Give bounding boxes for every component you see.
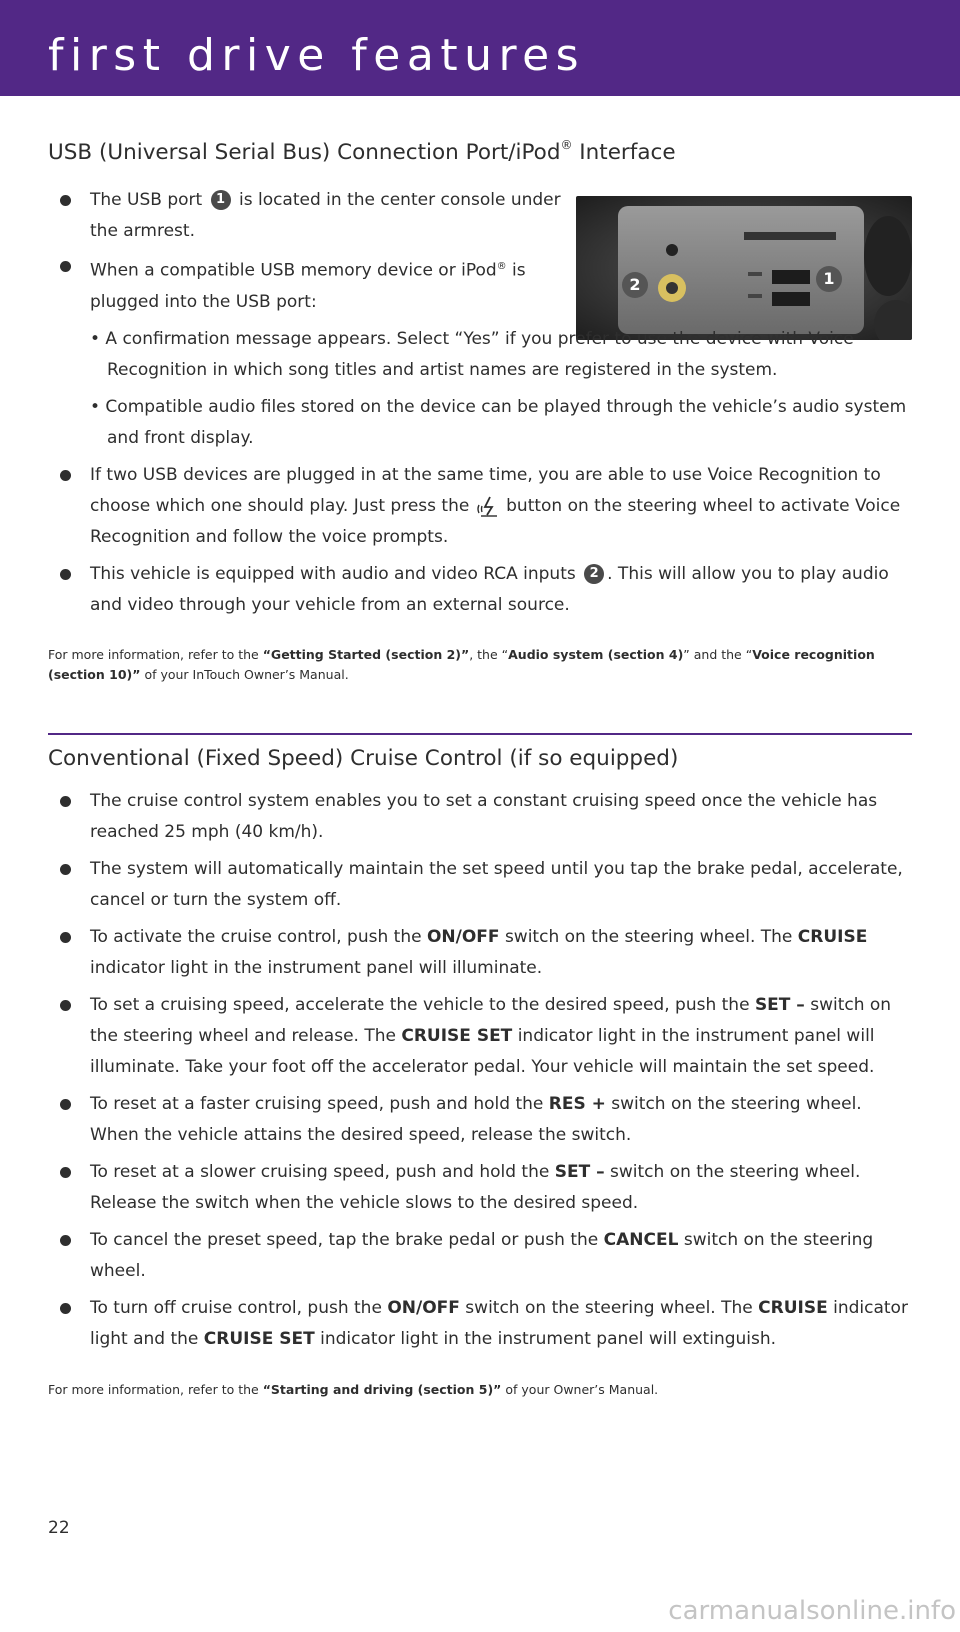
bullet-icon (60, 470, 71, 481)
voice-recognition-icon (475, 495, 501, 517)
bullet-icon (60, 261, 71, 272)
bullet-icon (60, 1167, 71, 1178)
usb-section-title: USB (Universal Serial Bus) Connection Port/iPod® Interface (48, 138, 676, 166)
callout-badge-1: 1 (211, 190, 231, 210)
bullet-icon (60, 1235, 71, 1246)
bullet-icon (60, 1303, 71, 1314)
bullet-icon (60, 569, 71, 580)
list-item: If two USB devices are plugged in at the same time, you are able to use Voice Recognition to choose which one should play. Just press the button on the steering wheel to activate Voice Recognition and follow the voice prompts. (48, 460, 912, 553)
callout-badge-2: 2 (584, 564, 604, 584)
bullet-icon (60, 1099, 71, 1110)
cruise-footnote: For more information, refer to the “Starting and driving (section 5)” of your Owner’s Manual. (48, 1382, 659, 1397)
list-item: This vehicle is equipped with audio and video RCA inputs 2 . This will allow you to play audio and video through your vehicle from an external source. (48, 559, 912, 621)
header-title: first drive features (48, 30, 586, 81)
list-item: The USB port 1 is located in the center console under the armrest. (48, 185, 590, 247)
callout-badge-2: 2 (622, 272, 648, 298)
list-item: To activate the cruise control, push the ON/OFF switch on the steering wheel. The CRUISE indicator light in the instrument panel will illuminate. (48, 922, 912, 984)
list-item: To cancel the preset speed, tap the brake pedal or push the CANCEL switch on the steering wheel. (48, 1225, 912, 1287)
list-item: To reset at a slower cruising speed, push and hold the SET – switch on the steering wheel. Release the switch when the vehicle slows to the desired speed. (48, 1157, 912, 1219)
list-item: When a compatible USB memory device or iPod® is plugged into the USB port: • A confirmation message appears. Select “Yes” if you prefer to use the device with Voice Recognition in which song titles and artist names are registered in the system. • Compatible audio files stored on the device can be played through the vehicle’s audio system and front display. (48, 251, 912, 454)
bullet-icon (60, 796, 71, 807)
bullet-icon (60, 864, 71, 875)
cruise-bullet-list (48, 786, 912, 1355)
list-item: To turn off cruise control, push the ON/OFF switch on the steering wheel. The CRUISE indicator light and the CRUISE SET indicator light in the instrument panel will extinguish. (48, 1293, 912, 1355)
list-item: To set a cruising speed, accelerate the vehicle to the desired speed, push the SET – switch on the steering wheel and release. The CRUISE SET indicator light in the instrument panel will illuminate. Take your foot off the accelerator pedal. Your vehicle will maintain the set speed. (48, 990, 912, 1083)
watermark: carmanualsonline.info (668, 1596, 956, 1626)
usb-footnote: For more information, refer to the “Getting Started (section 2)”, the “Audio system (section 4)” and the “Voice recognition (section 10)” of your InTouch Owner’s Manual. (48, 647, 875, 682)
cruise-section-title: Conventional (Fixed Speed) Cruise Control (if so equipped) (48, 746, 679, 771)
list-item: To reset at a faster cruising speed, push and hold the RES + switch on the steering wheel. When the vehicle attains the desired speed, release the switch. (48, 1089, 912, 1151)
bullet-icon (60, 195, 71, 206)
page-number: 22 (48, 1518, 70, 1538)
section-divider (48, 733, 912, 735)
bullet-icon (60, 932, 71, 943)
callout-badge-1: 1 (816, 266, 842, 292)
bullet-icon (60, 1000, 71, 1011)
usb-bullet-list (48, 185, 912, 621)
list-item: The cruise control system enables you to set a constant cruising speed once the vehicle has reached 25 mph (40 km/h). (48, 786, 912, 848)
list-item: The system will automatically maintain the set speed until you tap the brake pedal, accelerate, cancel or turn the system off. (48, 854, 912, 916)
page-header (0, 0, 960, 96)
